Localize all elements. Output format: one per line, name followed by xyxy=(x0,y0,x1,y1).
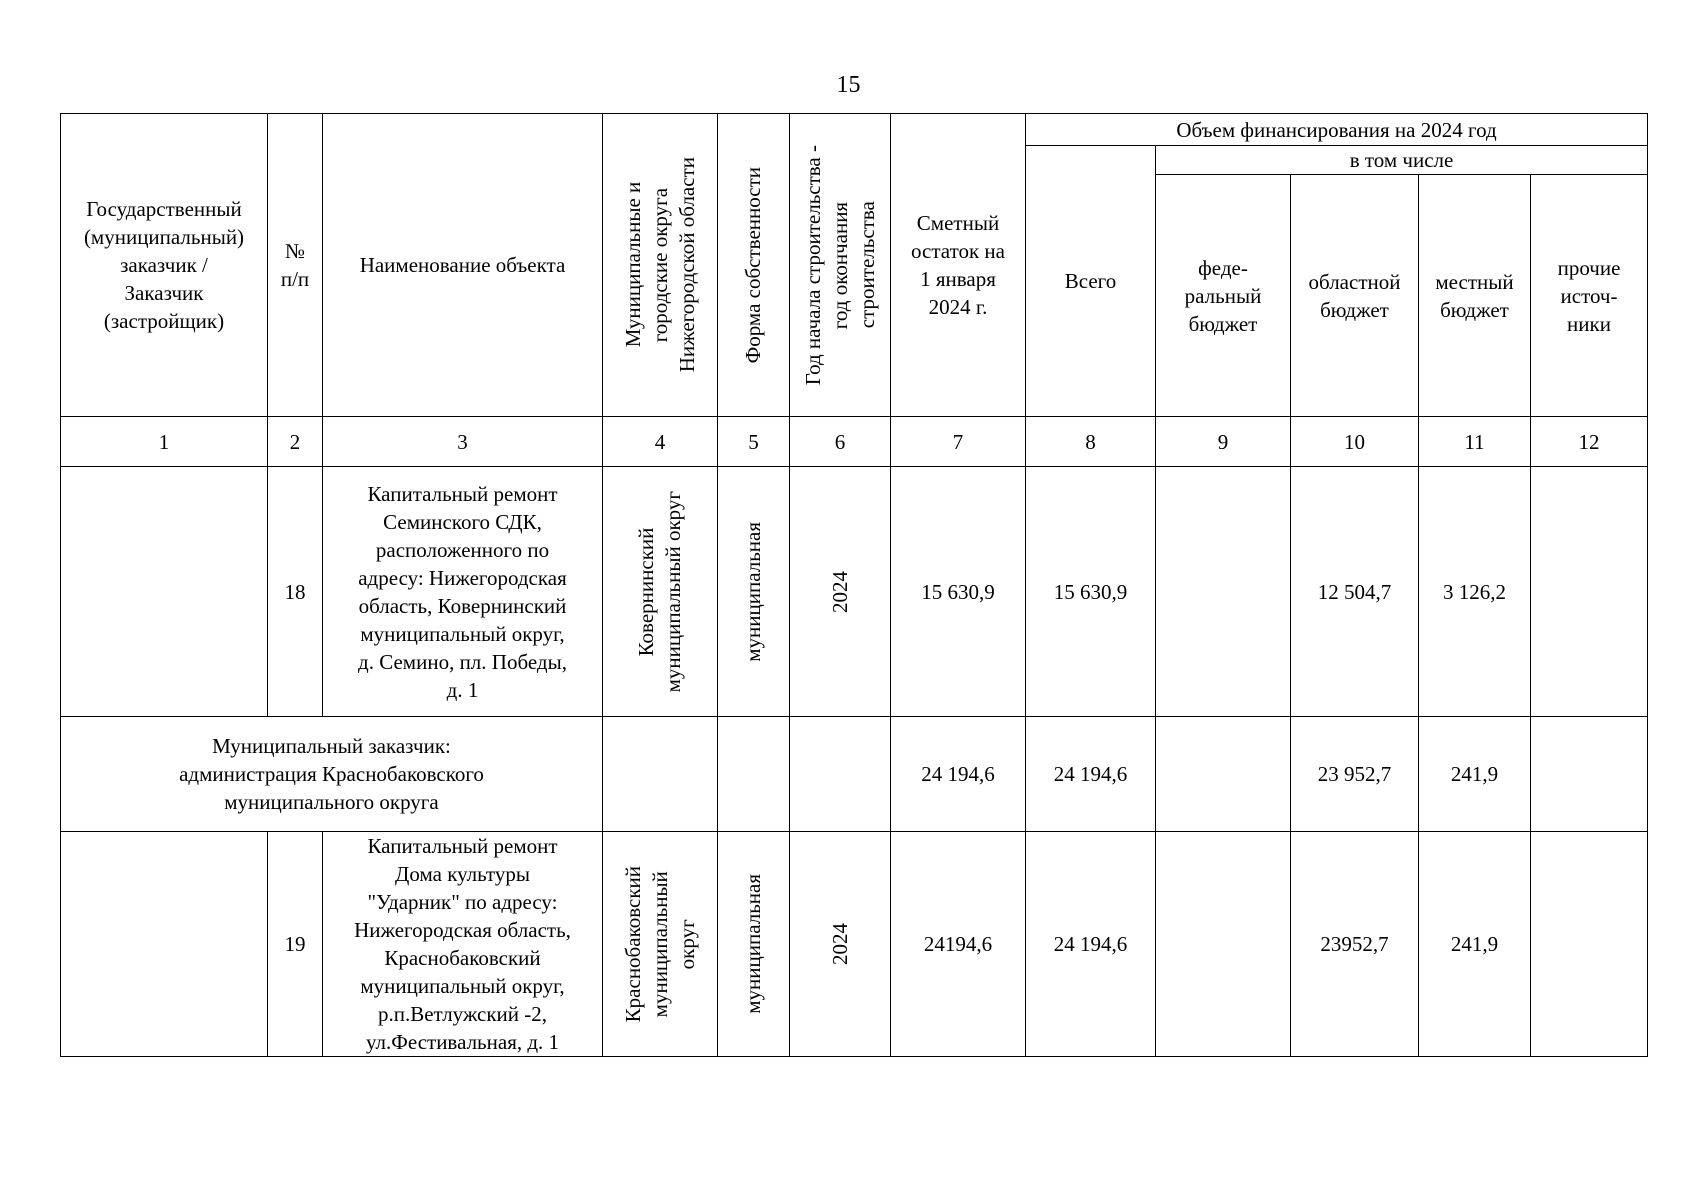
column-number: 7 xyxy=(891,417,1026,467)
subtotal-empty xyxy=(718,717,790,832)
cell-ownership xyxy=(718,467,790,717)
subtotal-empty xyxy=(603,717,718,832)
cell-ownership-text: муниципальная xyxy=(741,874,765,1014)
header-row-top xyxy=(61,114,1648,146)
column-number: 3 xyxy=(323,417,603,467)
header-municipal xyxy=(603,114,718,417)
cell-local: 241,9 xyxy=(1419,832,1531,1057)
header-object-name: Наименование объекта xyxy=(323,114,603,417)
cell-ownership xyxy=(718,832,790,1057)
cell-num: 19 xyxy=(268,832,323,1057)
cell-years xyxy=(790,467,891,717)
header-municipal-text: Муниципальные и городские округа Нижегородской области xyxy=(620,157,699,373)
header-ownership xyxy=(718,114,790,417)
cell-regional: 12 504,7 xyxy=(1291,467,1419,717)
cell-years-text: 2024 xyxy=(827,570,852,613)
table-row xyxy=(61,467,1648,717)
header-other: прочие источ- ники xyxy=(1531,175,1648,417)
column-number-row xyxy=(61,417,1648,467)
column-number: 5 xyxy=(718,417,790,467)
header-ownership-text: Форма собственности xyxy=(741,166,765,364)
header-funding-group: Объем финансирования на 2024 год xyxy=(1026,114,1648,146)
column-number: 11 xyxy=(1419,417,1531,467)
header-num: № п/п xyxy=(268,114,323,417)
column-number: 4 xyxy=(603,417,718,467)
cell-total: 15 630,9 xyxy=(1026,467,1156,717)
column-number: 10 xyxy=(1291,417,1419,467)
column-number: 6 xyxy=(790,417,891,467)
cell-customer xyxy=(61,467,268,717)
subtotal-federal xyxy=(1156,717,1291,832)
header-total: Всего xyxy=(1026,146,1156,417)
column-number: 12 xyxy=(1531,417,1648,467)
header-regional: областной бюджет xyxy=(1291,175,1419,417)
cell-federal xyxy=(1156,467,1291,717)
subtotal-other xyxy=(1531,717,1648,832)
header-customer: Государственный (муниципальный) заказчик / Заказчик (застройщик) xyxy=(61,114,268,417)
cell-estimate: 15 630,9 xyxy=(891,467,1026,717)
cell-regional: 23952,7 xyxy=(1291,832,1419,1057)
column-number: 2 xyxy=(268,417,323,467)
cell-estimate: 24194,6 xyxy=(891,832,1026,1057)
cell-municipal-text: Ковернинский муниципальный округ xyxy=(634,490,685,693)
cell-object-name: Капитальный ремонт Семинского СДК, расположенного по адресу: Нижегородская область, Ковернинский муниципальный округ, д. Семино, пл. Победы, д. 1 xyxy=(323,467,603,717)
subtotal-regional: 23 952,7 xyxy=(1291,717,1419,832)
column-number: 1 xyxy=(61,417,268,467)
table-row xyxy=(61,832,1648,1057)
cell-municipal-text: Краснобаковский муниципальный округ xyxy=(620,865,699,1023)
cell-local: 3 126,2 xyxy=(1419,467,1531,717)
cell-ownership-text: муниципальная xyxy=(741,521,765,662)
cell-years-text: 2024 xyxy=(827,923,852,965)
funding-table xyxy=(60,113,1648,1057)
header-local: местный бюджет xyxy=(1419,175,1531,417)
header-federal: феде- ральный бюджет xyxy=(1156,175,1291,417)
cell-years xyxy=(790,832,891,1057)
cell-municipal xyxy=(603,467,718,717)
header-years xyxy=(790,114,891,417)
cell-other xyxy=(1531,467,1648,717)
header-including: в том числе xyxy=(1156,146,1648,175)
subtotal-row xyxy=(61,717,1648,832)
header-estimate: Сметный остаток на 1 января 2024 г. xyxy=(891,114,1026,417)
subtotal-total: 24 194,6 xyxy=(1026,717,1156,832)
column-number: 9 xyxy=(1156,417,1291,467)
page-number: 15 xyxy=(836,72,861,98)
cell-customer xyxy=(61,832,268,1057)
cell-object-name: Капитальный ремонт Дома культуры "Ударник" по адресу: Нижегородская область, Краснобаковский муниципальный округ, р.п.Ветлужский -2, ул.Фестивальная, д. 1 xyxy=(323,832,603,1057)
cell-federal xyxy=(1156,832,1291,1057)
column-number: 8 xyxy=(1026,417,1156,467)
cell-num: 18 xyxy=(268,467,323,717)
cell-other xyxy=(1531,832,1648,1057)
subtotal-estimate: 24 194,6 xyxy=(891,717,1026,832)
subtotal-empty xyxy=(790,717,891,832)
subtotal-label: Муниципальный заказчик: администрация Краснобаковского муниципального округа xyxy=(61,717,603,832)
header-years-text: Год начала строительства - год окончания строительства xyxy=(800,144,879,386)
cell-total: 24 194,6 xyxy=(1026,832,1156,1057)
cell-municipal xyxy=(603,832,718,1057)
subtotal-local: 241,9 xyxy=(1419,717,1531,832)
